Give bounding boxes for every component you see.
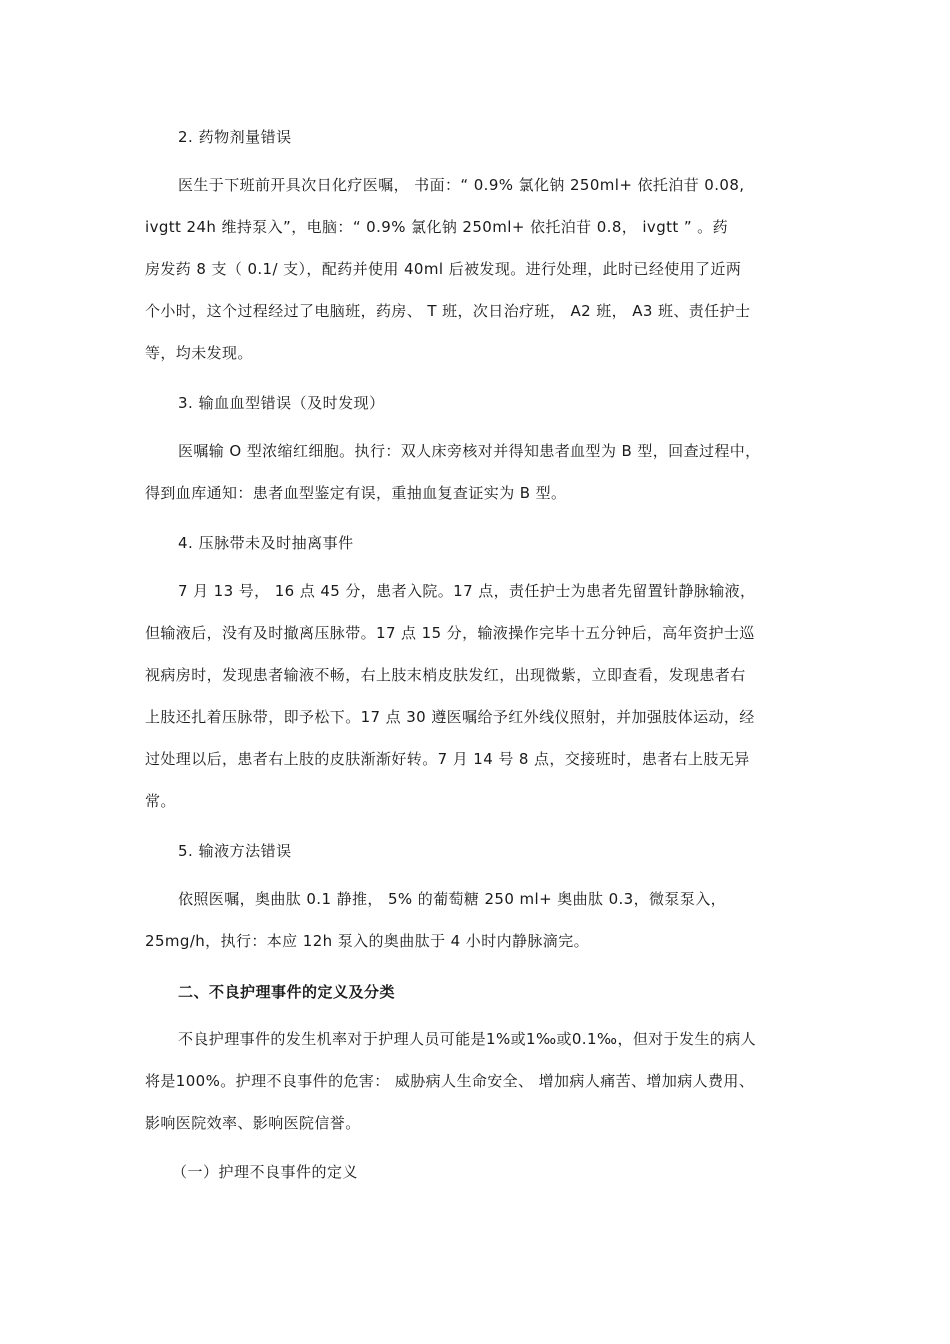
paragraph-line: 上肢还扎着压脉带，即予松下。17 点 30 遵医嘱给予红外线仪照射，并加强肢体运动，经 [145, 708, 755, 726]
paragraph-tourniquet-event [145, 570, 809, 822]
paragraph-line: 房发药 8 支（ 0.1/ 支），配药并使用 40ml 后被发现。进行处理，此时已经使用了近两 [145, 260, 742, 278]
paragraph-line: 依照医嘱，奥曲肽 0.1 静推， 5% 的葡萄糖 250 ml+ 奥曲肽 0.3，微泵泵入， [178, 890, 727, 908]
section-heading-drug-dosage-error: 2. 药物剂量错误 [178, 128, 292, 146]
paragraph-line: 等，均未发现。 [145, 344, 253, 362]
paragraph-definition-classification [145, 1018, 809, 1144]
paragraph-line: 得到血库通知：患者血型鉴定有误，重抽血复查证实为 B 型。 [145, 484, 567, 502]
paragraph-line: 视病房时，发现患者输液不畅，右上肢末梢皮肤发红，出现微紫，立即查看，发现患者右 [145, 666, 746, 684]
paragraph-line: 常。 [145, 792, 176, 810]
paragraph-drug-dosage-error [145, 164, 809, 374]
paragraph-line: 但输液后，没有及时撤离压脉带。17 点 15 分，输液操作完毕十五分钟后，高年资护士巡 [145, 624, 755, 642]
subsection-heading-definition: （一）护理不良事件的定义 [172, 1163, 359, 1181]
section-heading-tourniquet-event: 4. 压脉带未及时抽离事件 [178, 534, 354, 552]
paragraph-line: 个小时，这个过程经过了电脑班，药房、 T 班，次日治疗班， A2 班， A3 班、责任护士 [145, 302, 751, 320]
paragraph-line: 医嘱输 O 型浓缩红细胞。执行：双人床旁核对并得知患者血型为 B 型，回查过程中， [178, 442, 761, 460]
paragraph-line: 影响医院效率、影响医院信誉。 [145, 1114, 361, 1132]
part-heading-definition-classification: 二、不良护理事件的定义及分类 [178, 983, 396, 1001]
paragraph-line: 不良护理事件的发生机率对于护理人员可能是1%或1‰或0.1‰，但对于发生的病人 [178, 1030, 757, 1048]
paragraph-line: 过处理以后，患者右上肢的皮肤渐渐好转。7 月 14 号 8 点，交接班时，患者右上肢无异 [145, 750, 750, 768]
section-heading-infusion-method-error: 5. 输液方法错误 [178, 842, 292, 860]
paragraph-blood-type-error [145, 430, 809, 514]
paragraph-line: 医生于下班前开具次日化疗医嘱， 书面：“ 0.9% 氯化钠 250ml+ 依托泊苷 0.08, [178, 176, 745, 194]
paragraph-line: 25mg/h，执行：本应 12h 泵入的奥曲肽于 4 小时内静脉滴完。 [145, 932, 589, 950]
paragraph-line: 将是100%。护理不良事件的危害： 威胁病人生命安全、 增加病人痛苦、增加病人费用、 [145, 1072, 755, 1090]
section-heading-blood-type-error: 3. 输血血型错误（及时发现） [178, 394, 385, 412]
paragraph-line: 7 月 13 号， 16 点 45 分，患者入院。17 点，责任护士为患者先留置针静脉输液， [178, 582, 756, 600]
paragraph-line: ivgtt 24h 维持泵入”，电脑：“ 0.9% 氯化钠 250ml+ 依托泊苷 0.8， ivgtt ” 。药 [145, 218, 728, 236]
paragraph-infusion-method-error [145, 878, 809, 962]
